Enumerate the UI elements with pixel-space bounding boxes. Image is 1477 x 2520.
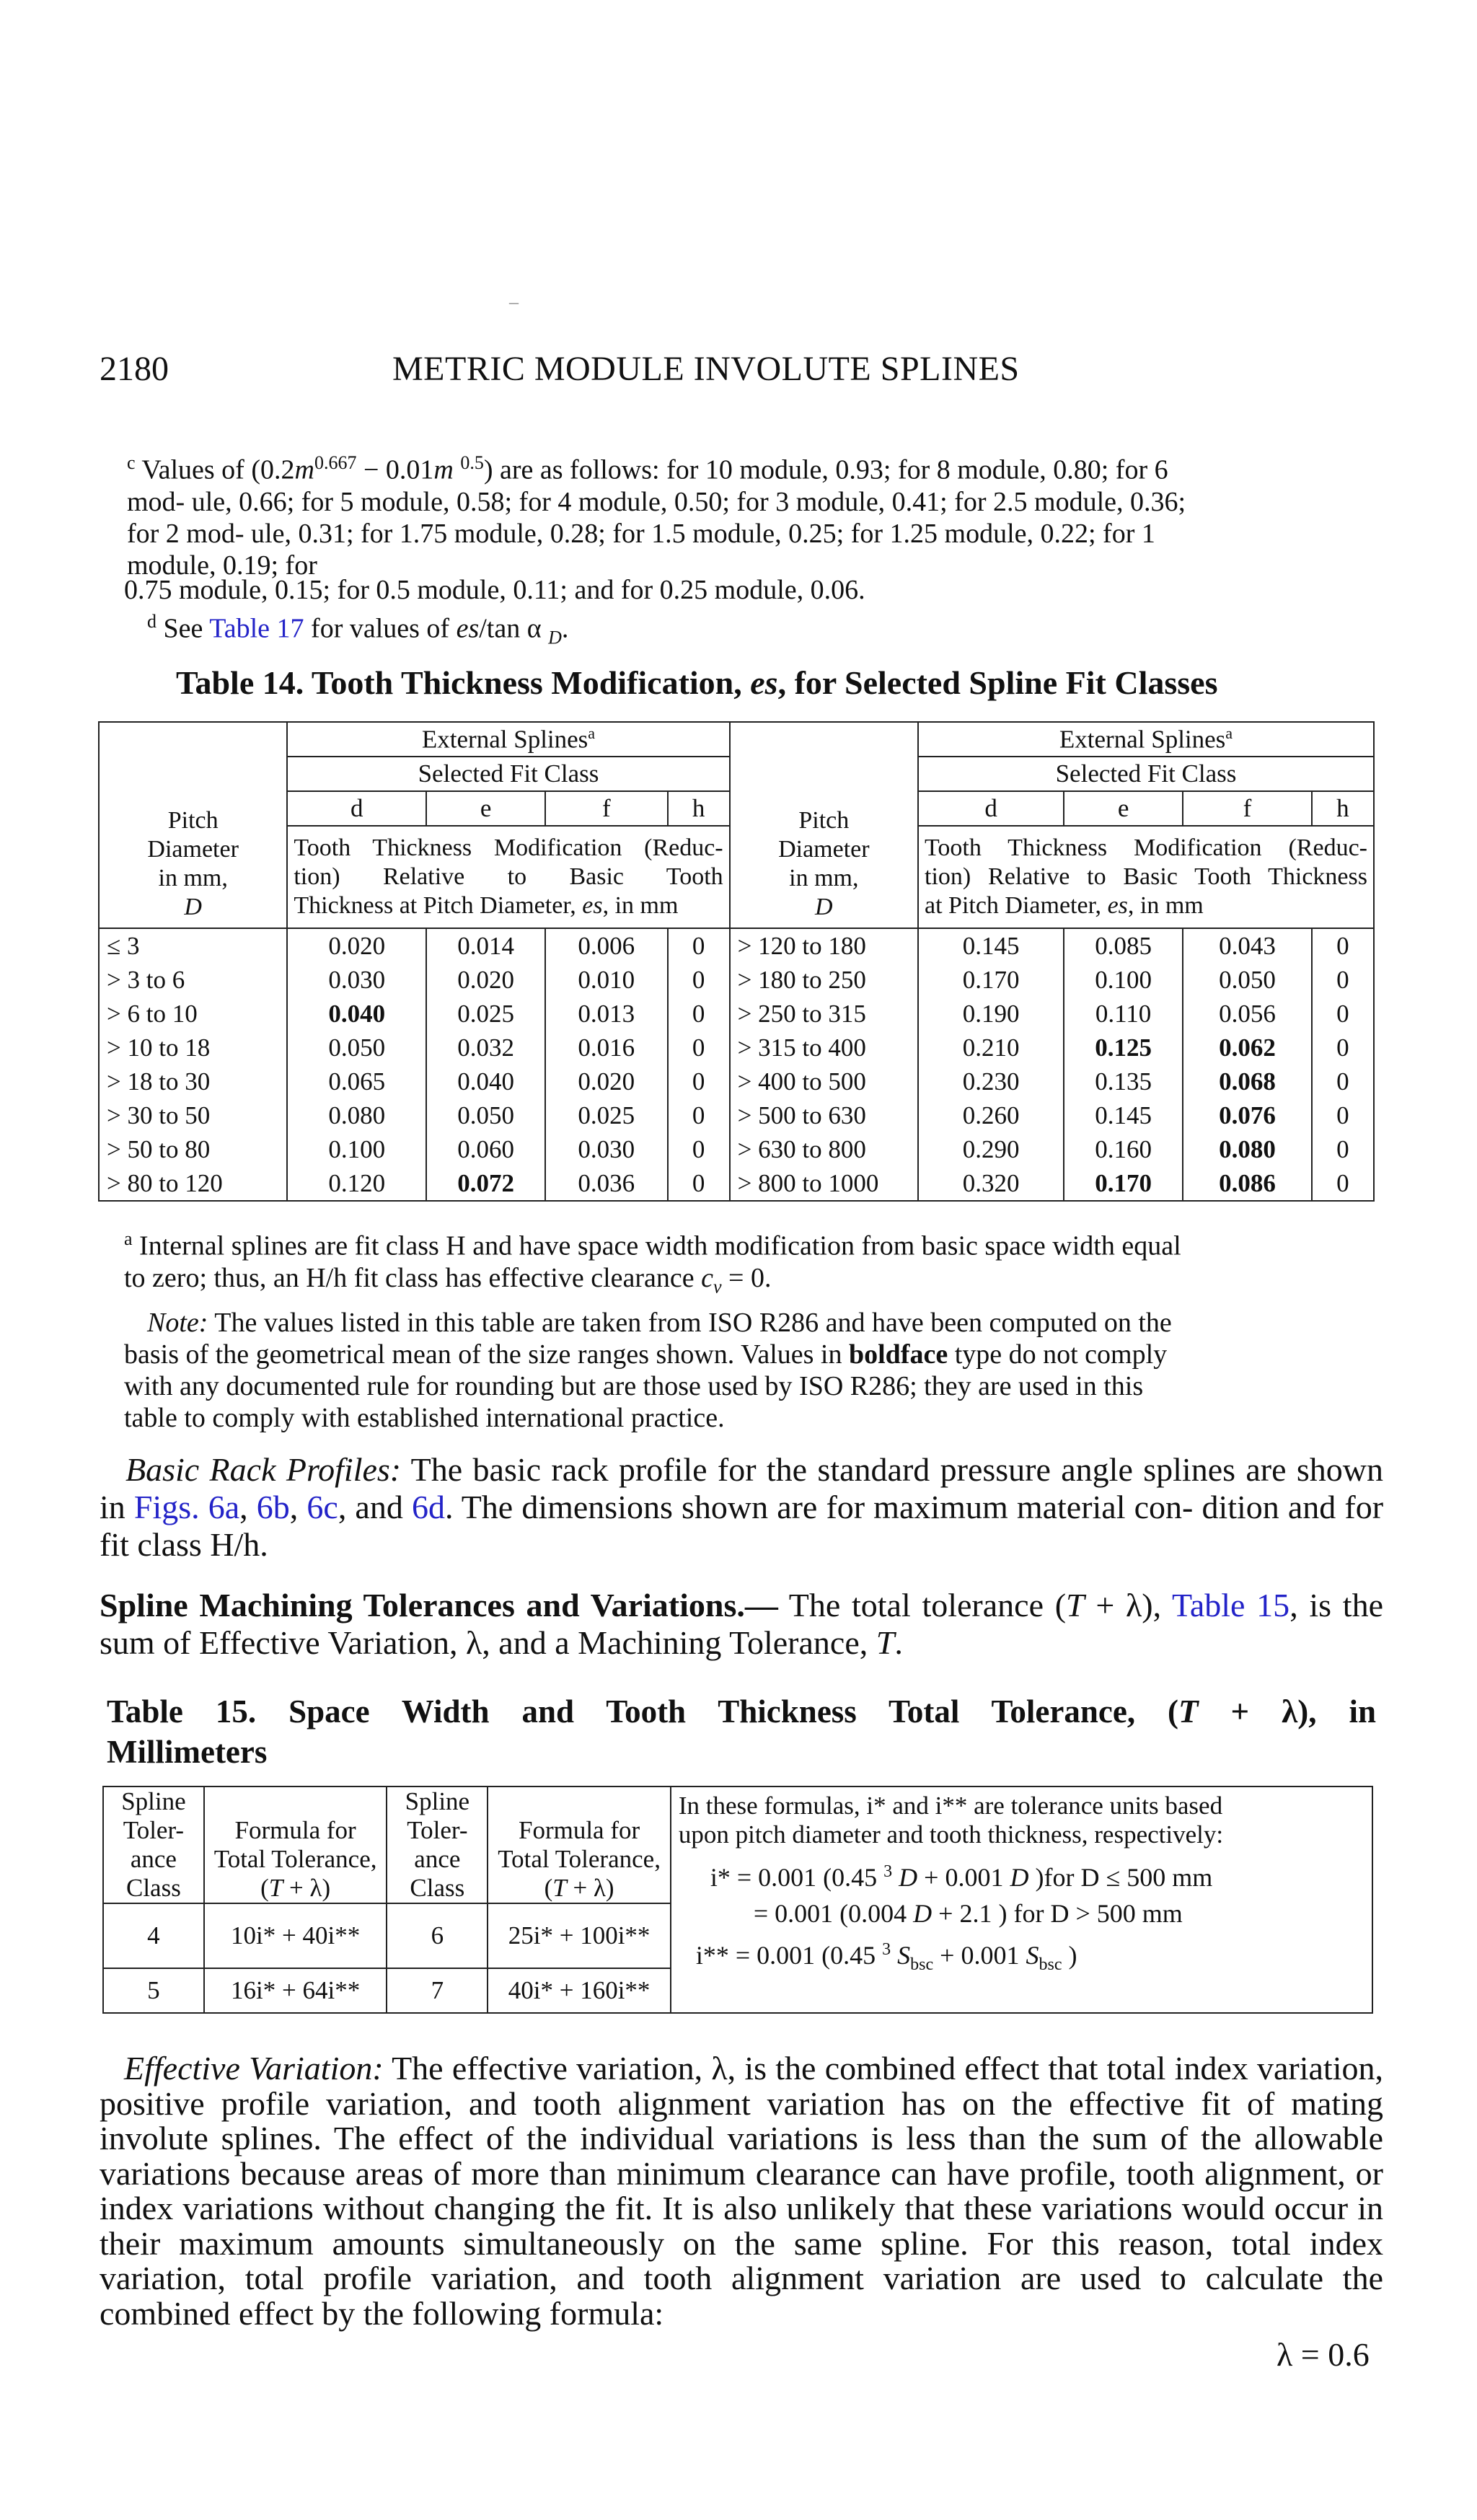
note-text: basis of the geometrical mean of the size ranges shown. Values in <box>124 1339 849 1370</box>
footnote-text: . <box>561 613 569 644</box>
value-cell: 0.020 <box>545 1065 668 1098</box>
var-D: D <box>184 894 202 920</box>
fit-class-f: f <box>1183 791 1312 826</box>
external-splines-header-left <box>287 722 729 757</box>
tolerance-class: 5 <box>103 1968 204 2013</box>
pitch-diameter-cell: > 400 to 500 <box>730 1065 918 1098</box>
note-line: upon pitch diameter and tooth thickness, respectively: <box>678 1820 1224 1849</box>
var-es: es <box>582 892 603 919</box>
pitch-diameter-cell: > 250 to 315 <box>730 997 918 1031</box>
formula: 10i* + 40i** <box>204 1903 387 1968</box>
value-cell: 0.040 <box>287 997 426 1031</box>
paragraph-text: , and <box>338 1489 412 1525</box>
value-cell: 0.135 <box>1064 1065 1183 1098</box>
modification-description-left <box>287 826 729 928</box>
tolerance-class-header <box>103 1787 204 1903</box>
value-cell: 0.014 <box>426 928 545 963</box>
value-cell: 0.110 <box>1064 997 1183 1031</box>
var-D: D <box>913 1899 933 1928</box>
note-line2 <box>124 1339 1379 1370</box>
eq-text: )for D ≤ 500 mm <box>1028 1863 1213 1892</box>
eq-text: i* = 0.001 (0.45 <box>710 1863 884 1892</box>
title-line2: Millimeters <box>107 1734 268 1770</box>
paragraph-text: , is the sum of Effective Variation, λ, and a Machining Tolerance, <box>100 1587 1383 1661</box>
header-line: Diameter <box>147 836 239 863</box>
tolerance-class: 4 <box>103 1903 204 1968</box>
footnote-text: See <box>163 613 210 644</box>
value-cell: 0 <box>668 1065 730 1098</box>
pitch-diameter-cell: > 120 to 180 <box>730 928 918 963</box>
footnote-text: to zero; thus, an H/h fit class has effective clearance <box>124 1262 702 1293</box>
value-cell: 0 <box>668 1132 730 1166</box>
pitch-diameter-header-left <box>99 722 287 928</box>
header-line: Total Tolerance, <box>498 1845 661 1873</box>
var-es: es <box>750 664 778 701</box>
footnote-d <box>147 606 568 653</box>
pitch-diameter-cell: > 800 to 1000 <box>730 1166 918 1201</box>
note-line3: with any documented rule for rounding but are those used by ISO R286; they are used in this <box>124 1371 1144 1401</box>
table-row <box>99 1166 1374 1201</box>
footnote-text: /tan α <box>479 613 549 644</box>
table-row <box>99 1132 1374 1166</box>
fig-6a-link[interactable]: Figs. 6a <box>133 1489 240 1525</box>
value-cell: 0.010 <box>545 963 668 997</box>
value-cell: 0.100 <box>1064 963 1183 997</box>
value-cell: 0 <box>1312 1031 1374 1065</box>
equation-i-star-large <box>679 1895 1364 1931</box>
header-line: Pitch <box>167 807 219 834</box>
header-text: External Splines <box>421 725 588 754</box>
header-line: Toler- <box>407 1816 468 1844</box>
value-cell: 0.120 <box>287 1166 426 1201</box>
basic-rack-paragraph <box>100 1451 1383 1564</box>
footnote-c-line2: mod- ule, 0.66; for 5 module, 0.58; for 4 module, 0.50; for 3 module, 0.41; for 2.5 module, 0.36; <box>127 486 1186 517</box>
machining-paragraph <box>100 1587 1383 1662</box>
value-cell: 0.076 <box>1183 1098 1312 1132</box>
value-cell: 0.060 <box>426 1132 545 1166</box>
var-m: m <box>294 454 314 485</box>
header-text: + λ) <box>566 1874 614 1902</box>
note-line: In these formulas, i* and i** are tolerance units based <box>678 1792 1223 1820</box>
eq-text: + 0.001 <box>917 1863 1010 1892</box>
value-cell: 0 <box>1312 1132 1374 1166</box>
value-cell: 0 <box>668 1098 730 1132</box>
pitch-diameter-cell: > 30 to 50 <box>99 1098 287 1132</box>
value-cell: 0.190 <box>918 997 1064 1031</box>
equation-i-star <box>679 1854 1364 1895</box>
footnote-text: Values of (0.2 <box>141 454 295 485</box>
pitch-diameter-cell: > 3 to 6 <box>99 963 287 997</box>
value-cell: 0.056 <box>1183 997 1312 1031</box>
footnote-marker: a <box>588 724 596 743</box>
value-cell: 0.210 <box>918 1031 1064 1065</box>
section-heading: Spline Machining Tolerances and Variations.— <box>100 1587 778 1624</box>
var-S: S <box>897 1941 911 1970</box>
table-15 <box>102 1786 1373 2014</box>
table-14-note <box>124 1307 1379 1434</box>
desc-line: tion) Relative to Basic Tooth <box>294 863 723 890</box>
value-cell: 0.050 <box>426 1098 545 1132</box>
footnote-c-line5: 0.75 module, 0.15; for 0.5 module, 0.11; and for 0.25 module, 0.06. <box>124 575 865 605</box>
footnote-marker: c <box>127 452 136 473</box>
table-row <box>99 1098 1374 1132</box>
selected-fit-class-right: Selected Fit Class <box>918 757 1374 791</box>
fit-class-d: d <box>918 791 1064 826</box>
footnote-a <box>124 1223 1379 1303</box>
header-line: ance <box>130 1845 177 1873</box>
value-cell: 0 <box>1312 1065 1374 1098</box>
value-cell: 0.065 <box>287 1065 426 1098</box>
var-v: v <box>713 1276 722 1298</box>
table-17-link[interactable]: Table 17 <box>209 613 304 644</box>
value-cell: 0.320 <box>918 1166 1064 1201</box>
footnote-c-line1 <box>127 447 1382 486</box>
value-cell: 0.080 <box>1183 1132 1312 1166</box>
value-cell: 0.013 <box>545 997 668 1031</box>
header-line: Formula for <box>518 1816 640 1844</box>
desc-line: Tooth Thickness Modification (Reduc- <box>294 834 723 861</box>
note-line1 <box>124 1307 1379 1339</box>
paragraph-text: + λ), <box>1084 1587 1172 1624</box>
value-cell: 0 <box>668 1031 730 1065</box>
value-cell: 0 <box>1312 928 1374 963</box>
header-line: Spline <box>121 1787 186 1815</box>
value-cell: 0 <box>668 997 730 1031</box>
header-text: + λ) <box>283 1874 331 1902</box>
value-cell: 0.068 <box>1183 1065 1312 1098</box>
paragraph-text: , <box>289 1489 307 1525</box>
footnote-text: Internal splines are fit class H and have space width modification from basic space width equal <box>139 1230 1181 1261</box>
value-cell: 0.125 <box>1064 1031 1183 1065</box>
var-T: T <box>876 1624 895 1661</box>
value-cell: 0.145 <box>918 928 1064 963</box>
table-row <box>99 997 1374 1031</box>
formula: 16i* + 64i** <box>204 1968 387 2013</box>
lambda-formula: λ = 0.6 <box>1277 2336 1370 2373</box>
header-line: Toler- <box>123 1816 185 1844</box>
note-text: The values listed in this table are taken from ISO R286 and have been computed on the <box>208 1308 1172 1338</box>
tolerance-class: 6 <box>387 1903 488 1968</box>
desc-line: Tooth Thickness Modification (Reduc- <box>925 834 1367 861</box>
table-14-body <box>99 928 1374 1201</box>
tolerance-class-header <box>387 1787 488 1903</box>
effective-variation-paragraph <box>100 2051 1383 2331</box>
eq-text: = 0.001 (0.004 <box>753 1899 914 1928</box>
desc-line: tion) Relative to Basic Tooth Thickness <box>925 863 1367 890</box>
fit-class-e: e <box>1064 791 1183 826</box>
value-cell: 0.290 <box>918 1132 1064 1166</box>
value-cell: 0.016 <box>545 1031 668 1065</box>
value-cell: 0.072 <box>426 1166 545 1201</box>
value-cell: 0.260 <box>918 1098 1064 1132</box>
root-index: 3 <box>882 1940 891 1959</box>
footnote-c <box>127 447 1382 581</box>
paragraph-label: Basic Rack Profiles: <box>125 1451 402 1488</box>
table-15-link[interactable]: Table 15 <box>1171 1587 1290 1624</box>
header-line: Formula for <box>234 1816 356 1844</box>
fit-class-h: h <box>668 791 730 826</box>
formula-header <box>204 1787 387 1903</box>
value-cell: 0.043 <box>1183 928 1312 963</box>
footnote-text: = 0. <box>721 1262 772 1293</box>
paragraph-label: Effective Variation: <box>124 2050 384 2087</box>
fit-class-h: h <box>1312 791 1374 826</box>
paragraph-text: , <box>239 1489 257 1525</box>
fig-6d-link[interactable]: 6d <box>411 1489 445 1525</box>
table-15-title <box>107 1691 1376 1772</box>
footnote-a-line1 <box>124 1223 1379 1262</box>
header-line: Spline <box>405 1787 470 1815</box>
header-line: (T + λ) <box>260 1874 331 1902</box>
note-bold: boldface <box>848 1339 948 1370</box>
fit-class-f: f <box>545 791 668 826</box>
desc-line <box>294 891 723 920</box>
header-line: Class <box>410 1874 465 1902</box>
header-text: External Splines <box>1059 725 1226 754</box>
var-D: D <box>548 627 562 648</box>
var-T: T <box>1066 1587 1085 1624</box>
var-D: D <box>815 894 833 920</box>
pitch-diameter-cell: > 315 to 400 <box>730 1031 918 1065</box>
footnote-marker: d <box>147 611 156 632</box>
pitch-diameter-cell: > 10 to 18 <box>99 1031 287 1065</box>
pitch-diameter-cell: > 630 to 800 <box>730 1132 918 1166</box>
header-line: Pitch <box>798 807 850 834</box>
var-es: es <box>1107 892 1128 919</box>
tolerance-class: 7 <box>387 1968 488 2013</box>
page-number: 2180 <box>100 350 169 388</box>
desc-line <box>925 891 1367 920</box>
formula-header <box>488 1787 671 1903</box>
header-line: Diameter <box>778 836 870 863</box>
eq-text: i** = 0.001 (0.45 <box>695 1941 883 1970</box>
value-cell: 0 <box>1312 963 1374 997</box>
footnote-text: − 0.01 <box>356 454 434 485</box>
footnote-a-line2 <box>124 1262 1379 1303</box>
table-row <box>99 1065 1374 1098</box>
value-cell: 0.006 <box>545 928 668 963</box>
value-cell: 0.145 <box>1064 1098 1183 1132</box>
value-cell: 0.030 <box>287 963 426 997</box>
value-cell: 0 <box>1312 1098 1374 1132</box>
value-cell: 0.080 <box>287 1098 426 1132</box>
fig-6c-link[interactable]: 6c <box>307 1489 338 1525</box>
exponent: 0.667 <box>314 452 357 473</box>
header-line: in mm, <box>158 865 228 891</box>
selected-fit-class-left: Selected Fit Class <box>287 757 729 791</box>
paragraph-text: The basic rack profile for the standard pressure angle splines are shown in <box>100 1451 1384 1525</box>
pitch-diameter-cell: > 18 to 30 <box>99 1065 287 1098</box>
pitch-diameter-cell: ≤ 3 <box>99 928 287 963</box>
title-text: Table 14. Tooth Thickness Modification, <box>176 664 751 701</box>
var-c: c <box>701 1262 713 1293</box>
footnote-marker: a <box>124 1228 133 1249</box>
paragraph-text: The effective variation, λ, is the combined effect that total index variation, positive profile variation, and tooth alignment variation has on the effective fit of mating involute splines. The effect of the individual variations is less than the sum of the allowable variations because areas of more than minimum clearance can have profile, tooth alignment, or index variations without changing the fit. It is also unlikely that these variations would occur in their maximum amounts simultaneously on the same spline. For this reason, total index variation, total profile variation, and tooth alignment variation are used to calculate the combined effect by the following formula: <box>100 2050 1383 2332</box>
equation-i-double-star <box>679 1931 1364 1983</box>
footnote-text: for values of <box>304 613 457 644</box>
title-text: + λ), in <box>1198 1693 1376 1730</box>
footnote-marker: a <box>1225 724 1233 743</box>
table-row <box>99 928 1374 963</box>
value-cell: 0.030 <box>545 1132 668 1166</box>
header-line: ance <box>414 1845 461 1873</box>
eq-text: ) <box>1062 1941 1077 1970</box>
value-cell: 0.230 <box>918 1065 1064 1098</box>
fit-class-d: d <box>287 791 426 826</box>
value-cell: 0.036 <box>545 1166 668 1201</box>
footnote-c-line4: module, 0.19; for <box>127 550 317 581</box>
var-D: D <box>1010 1863 1029 1892</box>
header-line: Total Tolerance, <box>213 1845 377 1873</box>
pitch-diameter-cell: > 500 to 630 <box>730 1098 918 1132</box>
fig-6b-link[interactable]: 6b <box>256 1489 290 1525</box>
pitch-diameter-cell: > 180 to 250 <box>730 963 918 997</box>
exponent: 0.5 <box>460 452 484 473</box>
value-cell: 0.025 <box>426 997 545 1031</box>
subscript: bsc <box>1039 1955 1062 1975</box>
note-line4: table to comply with established international practice. <box>124 1403 725 1433</box>
value-cell: 0.020 <box>426 963 545 997</box>
header-line: (T + λ) <box>544 1874 614 1902</box>
pitch-diameter-header-right <box>730 722 918 928</box>
footnote-c-line3: for 2 mod- ule, 0.31; for 1.75 module, 0.28; for 1.5 module, 0.25; for 1.25 module, 0.22; for 1 <box>127 518 1155 549</box>
value-cell: 0.062 <box>1183 1031 1312 1065</box>
eq-text: + 0.001 <box>933 1941 1026 1970</box>
desc-text: Thickness at Pitch Diameter, <box>294 892 583 919</box>
table-row <box>99 963 1374 997</box>
note-label: Note: <box>147 1308 208 1338</box>
value-cell: 0 <box>668 928 730 963</box>
formula: 25i* + 100i** <box>488 1903 671 1968</box>
title-text: , for Selected Spline Fit Classes <box>777 664 1218 701</box>
subscript: bsc <box>910 1955 934 1975</box>
value-cell: 0.160 <box>1064 1132 1183 1166</box>
external-splines-header-right <box>918 722 1374 757</box>
desc-text: , in mm <box>602 892 679 919</box>
note-text: type do not comply <box>948 1339 1168 1370</box>
paragraph-text: The total tolerance ( <box>777 1587 1067 1624</box>
pitch-diameter-cell: > 80 to 120 <box>99 1166 287 1201</box>
value-cell: 0.086 <box>1183 1166 1312 1201</box>
tolerance-units-note <box>671 1787 1372 2013</box>
var-T: T <box>268 1874 283 1902</box>
desc-text: at Pitch Diameter, <box>925 892 1108 919</box>
var-m: m <box>433 454 454 485</box>
value-cell: 0.050 <box>1183 963 1312 997</box>
header-line: in mm, <box>789 865 859 891</box>
paragraph-text: . <box>894 1624 903 1661</box>
value-cell: 0 <box>668 963 730 997</box>
desc-text: , in mm <box>1127 892 1204 919</box>
value-cell: 0.100 <box>287 1132 426 1166</box>
header-line: Class <box>125 1874 181 1902</box>
value-cell: 0 <box>1312 1166 1374 1201</box>
var-S: S <box>1026 1941 1039 1970</box>
value-cell: 0.020 <box>287 928 426 963</box>
var-T: T <box>1178 1693 1199 1730</box>
value-cell: 0.170 <box>918 963 1064 997</box>
header-dash: – <box>509 291 519 312</box>
table-14 <box>98 721 1375 1202</box>
pitch-diameter-cell: > 50 to 80 <box>99 1132 287 1166</box>
value-cell: 0.025 <box>545 1098 668 1132</box>
paragraph-text: . The dimensions shown are for maximum material con- dition and for fit class H/h. <box>100 1489 1384 1563</box>
table-row <box>99 1031 1374 1065</box>
var-T: T <box>552 1874 567 1902</box>
pitch-diameter-cell: > 6 to 10 <box>99 997 287 1031</box>
var-es: es <box>456 613 480 644</box>
running-title: METRIC MODULE INVOLUTE SPLINES <box>392 350 1020 388</box>
value-cell: 0.050 <box>287 1031 426 1065</box>
modification-description-right <box>918 826 1374 928</box>
value-cell: 0 <box>1312 997 1374 1031</box>
value-cell: 0.085 <box>1064 928 1183 963</box>
var-D: D <box>899 1863 918 1892</box>
table-14-title <box>176 664 1217 702</box>
eq-text: + 2.1 ) for D > 500 mm <box>932 1899 1183 1928</box>
title-line1 <box>107 1691 1376 1732</box>
value-cell: 0 <box>668 1166 730 1201</box>
value-cell: 0.040 <box>426 1065 545 1098</box>
fit-class-e: e <box>426 791 545 826</box>
footnote-text: ) are as follows: for 10 module, 0.93; for 8 module, 0.80; for 6 <box>483 454 1168 485</box>
value-cell: 0.170 <box>1064 1166 1183 1201</box>
root-index: 3 <box>883 1862 893 1881</box>
title-text: Table 15. Space Width and Tooth Thickness Total Tolerance, ( <box>107 1693 1179 1730</box>
value-cell: 0.032 <box>426 1031 545 1065</box>
formula: 40i* + 160i** <box>488 1968 671 2013</box>
